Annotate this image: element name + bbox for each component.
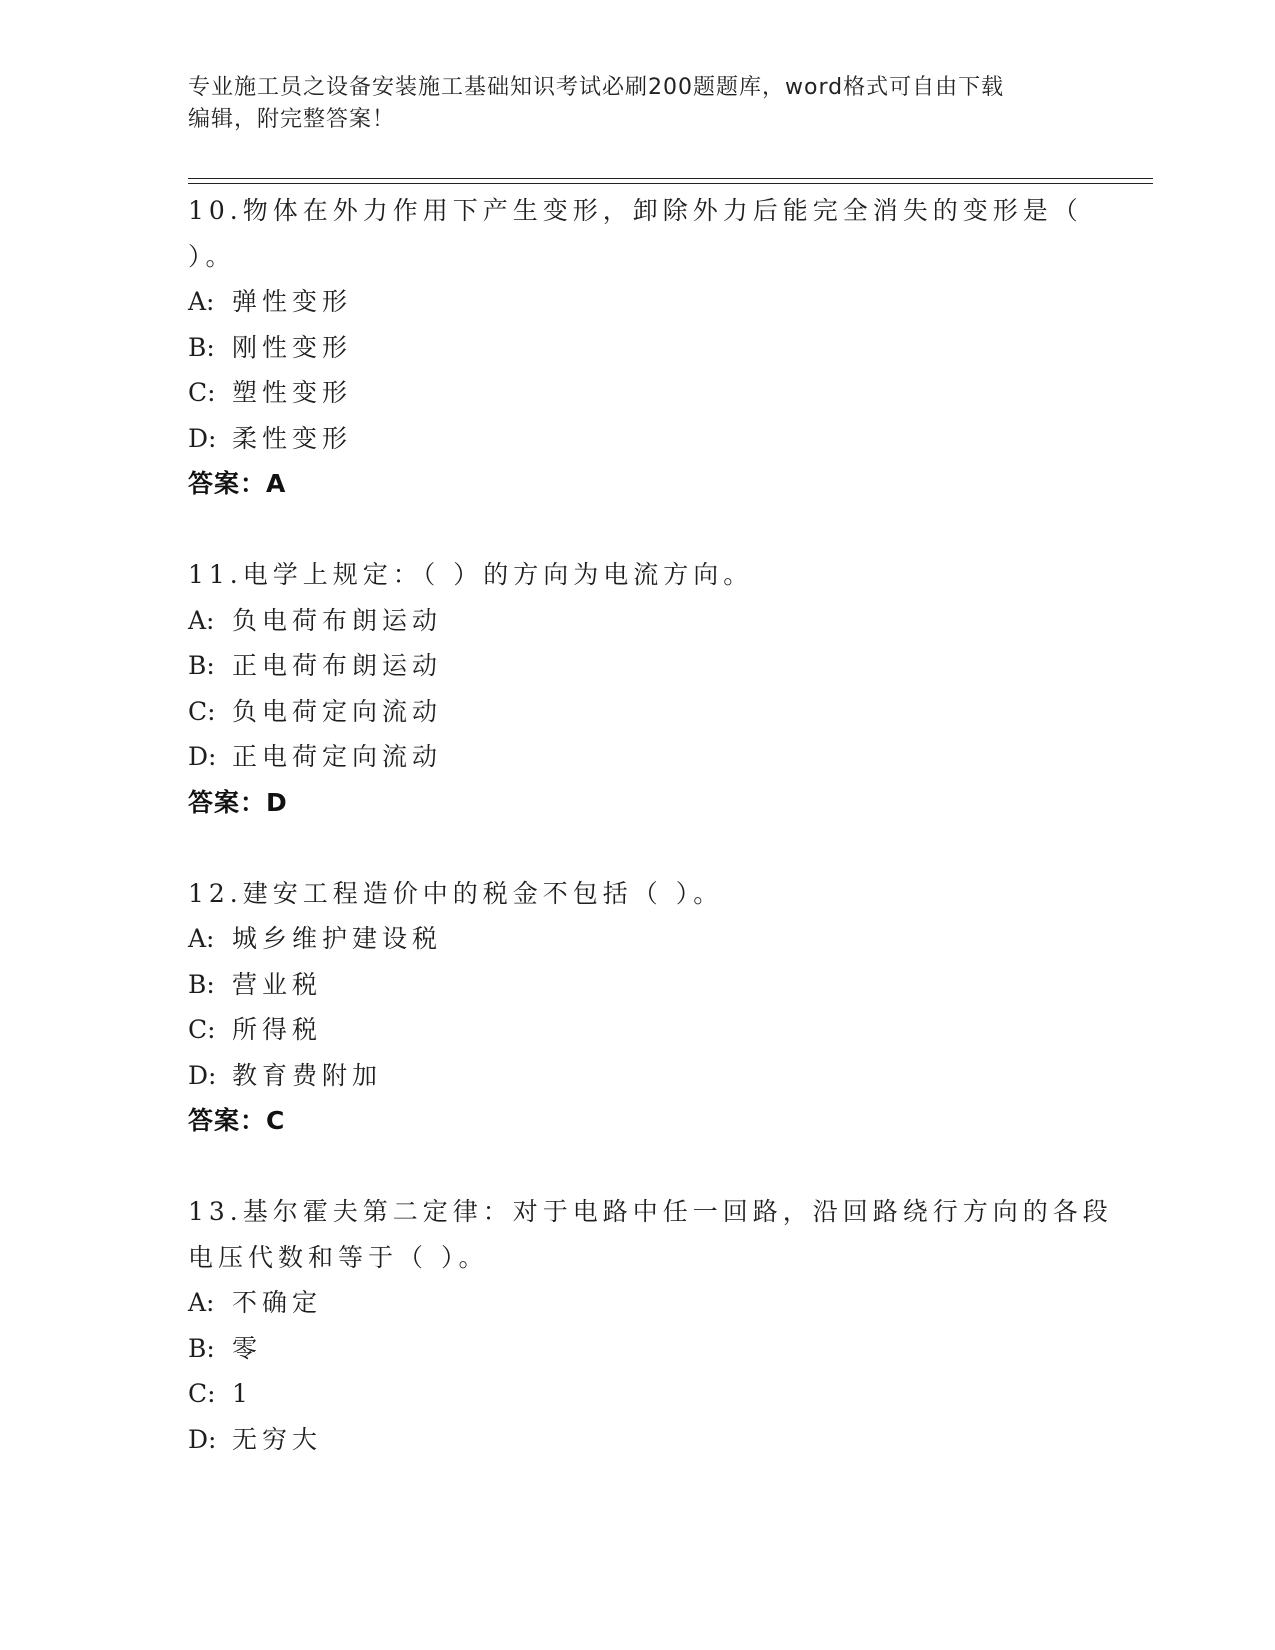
option-text: 城乡维护建设税 bbox=[232, 924, 443, 953]
question-gap bbox=[188, 507, 1088, 553]
option-d bbox=[188, 416, 1088, 462]
option-letter: D: bbox=[188, 742, 217, 771]
answer-line: 答案：A bbox=[188, 469, 287, 498]
option-text: 弹性变形 bbox=[232, 287, 353, 316]
option-b bbox=[188, 1326, 1088, 1372]
option-text: 1 bbox=[232, 1379, 253, 1408]
question-stem: 11.电学上规定：（ ）的方向为电流方向。 bbox=[188, 560, 754, 589]
option-c bbox=[188, 1371, 1088, 1417]
option-c bbox=[188, 1007, 1088, 1053]
answer-line: 答案：D bbox=[188, 787, 288, 817]
option-letter: B: bbox=[188, 332, 215, 362]
option-text: 负电荷布朗运动 bbox=[232, 605, 443, 635]
option-letter: A: bbox=[188, 924, 215, 953]
option-text: 柔性变形 bbox=[232, 423, 353, 453]
option-a bbox=[188, 598, 1088, 644]
option-text: 教育费附加 bbox=[232, 1060, 383, 1090]
option-d bbox=[188, 1053, 1088, 1099]
option-letter: D: bbox=[188, 423, 217, 453]
option-a bbox=[188, 1280, 1088, 1326]
question-list bbox=[188, 188, 1113, 1462]
option-letter: C: bbox=[188, 1379, 216, 1408]
header-divider-top bbox=[188, 178, 1153, 179]
option-letter: C: bbox=[188, 696, 216, 726]
question-stem: 12.建安工程造价中的税金不包括（ ）。 bbox=[188, 878, 724, 908]
option-letter: B: bbox=[188, 1333, 215, 1363]
header-title-line-2: 编辑，附完整答案！ bbox=[188, 107, 396, 132]
option-a bbox=[188, 916, 1088, 962]
question-stem: ）。 bbox=[188, 241, 236, 271]
option-letter: D: bbox=[188, 1060, 217, 1090]
option-text: 塑性变形 bbox=[232, 378, 353, 407]
option-text: 所得税 bbox=[232, 1015, 323, 1044]
option-text: 正电荷定向流动 bbox=[232, 742, 443, 771]
option-d bbox=[188, 1417, 1088, 1463]
option-c bbox=[188, 370, 1088, 416]
option-letter: A: bbox=[188, 605, 215, 635]
option-b bbox=[188, 962, 1088, 1008]
question-gap bbox=[188, 1144, 1088, 1190]
document-header bbox=[188, 72, 1088, 136]
question-stem: 10.物体在外力作用下产生变形，卸除外力后能完全消失的变形是（ bbox=[188, 196, 1083, 225]
option-letter: A: bbox=[188, 287, 215, 316]
question-10 bbox=[188, 188, 1088, 507]
header-divider-bottom bbox=[188, 183, 1153, 184]
question-11 bbox=[188, 552, 1088, 825]
option-text: 零 bbox=[232, 1333, 263, 1363]
option-c bbox=[188, 689, 1088, 735]
question-gap bbox=[188, 825, 1088, 871]
option-letter: B: bbox=[188, 969, 215, 999]
question-stem: 13.基尔霍夫第二定律：对于电路中任一回路，沿回路绕行方向的各段 bbox=[188, 1197, 1113, 1226]
question-stem: 电压代数和等于（ ）。 bbox=[188, 1242, 489, 1272]
option-text: 刚性变形 bbox=[232, 332, 353, 362]
option-b bbox=[188, 643, 1088, 689]
option-letter: C: bbox=[188, 1015, 216, 1044]
option-a bbox=[188, 279, 1088, 325]
option-text: 正电荷布朗运动 bbox=[232, 651, 443, 680]
question-13 bbox=[188, 1189, 1113, 1462]
question-12 bbox=[188, 871, 1088, 1144]
option-text: 负电荷定向流动 bbox=[232, 696, 443, 726]
option-letter: C: bbox=[188, 378, 216, 407]
option-d bbox=[188, 734, 1088, 780]
option-letter: D: bbox=[188, 1424, 217, 1454]
answer-line: 答案：C bbox=[188, 1106, 286, 1135]
option-text: 不确定 bbox=[232, 1288, 323, 1317]
option-letter: A: bbox=[188, 1288, 215, 1317]
option-text: 营业税 bbox=[232, 969, 323, 999]
option-letter: B: bbox=[188, 651, 215, 680]
header-title-line-1: 专业施工员之设备安装施工基础知识考试必刷200题题库，word格式可自由下载 bbox=[188, 75, 1005, 100]
option-b bbox=[188, 325, 1088, 371]
option-text: 无穷大 bbox=[232, 1424, 323, 1454]
